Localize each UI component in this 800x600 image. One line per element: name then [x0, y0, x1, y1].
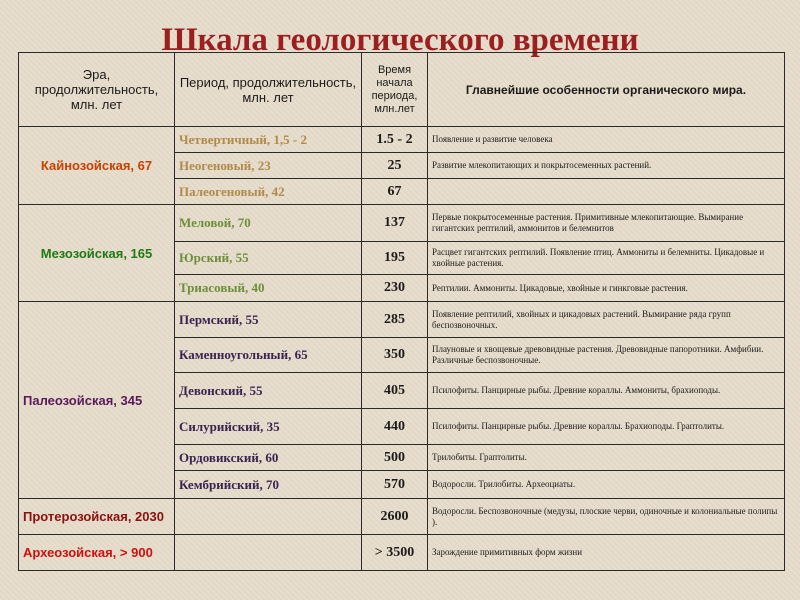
era-cenozoic: Кайнозойская, 67	[19, 127, 175, 205]
features-cell: Рептилии. Аммониты. Цикадовые, хвойные и гинкговые растения.	[428, 275, 785, 302]
period-cell: Четвертичный, 1,5 - 2	[175, 127, 362, 153]
header-period: Период, продолжительность, млн. лет	[175, 53, 362, 127]
features-cell: Зарождение примитивных форм жизни	[428, 535, 785, 571]
period-cell: Триасовый, 40	[175, 275, 362, 302]
start-cell: > 3500	[362, 535, 428, 571]
start-cell: 67	[362, 179, 428, 205]
start-cell: 137	[362, 205, 428, 242]
header-features: Главнейшие особенности органического мира.	[428, 53, 785, 127]
start-cell: 25	[362, 153, 428, 179]
features-cell: Появление рептилий, хвойных и цикадовых растений. Вымирание ряда групп беспозвоночных.	[428, 302, 785, 338]
features-cell: Появление и развитие человека	[428, 127, 785, 153]
features-cell	[428, 179, 785, 205]
period-cell: Кембрийский, 70	[175, 471, 362, 499]
features-cell: Водоросли. Беспозвоночные (медузы, плоские черви, одиночные и колониальные полипы ).	[428, 499, 785, 535]
features-cell: Псилофиты. Панцирные рыбы. Древние кораллы. Брахиоподы. Граптолиты.	[428, 409, 785, 445]
start-cell: 195	[362, 242, 428, 275]
start-cell: 350	[362, 338, 428, 373]
era-mesozoic: Мезозойская, 165	[19, 205, 175, 302]
table-row	[19, 127, 785, 153]
period-cell: Ордовикский, 60	[175, 445, 362, 471]
start-cell: 405	[362, 373, 428, 409]
period-cell: Меловой, 70	[175, 205, 362, 242]
period-cell: Силурийский, 35	[175, 409, 362, 445]
table-row	[19, 535, 785, 571]
features-cell: Первые покрытосеменные растения. Примитивные млекопитающие. Вымирание гигантских рептилий, аммонитов и белемнитов	[428, 205, 785, 242]
features-cell: Развитие млекопитающих и покрытосеменных растений.	[428, 153, 785, 179]
era-proterozoic: Протерозойская, 2030	[19, 499, 175, 535]
table-row	[19, 499, 785, 535]
era-archean: Археозойская, > 900	[19, 535, 175, 571]
period-cell: Неогеновый, 23	[175, 153, 362, 179]
features-cell: Плауновые и хвощевые древовидные растения. Древовидные папоротники. Амфибии. Различные беспозвоночные.	[428, 338, 785, 373]
period-cell: Девонский, 55	[175, 373, 362, 409]
period-cell: Пермский, 55	[175, 302, 362, 338]
start-cell: 1.5 - 2	[362, 127, 428, 153]
header-start: Время начала периода, млн.лет	[362, 53, 428, 127]
start-cell: 230	[362, 275, 428, 302]
table-row	[19, 302, 785, 338]
features-cell: Псилофиты. Панцирные рыбы. Древние кораллы. Аммониты, брахиоподы.	[428, 373, 785, 409]
features-cell: Трилобиты. Граптолиты.	[428, 445, 785, 471]
geologic-time-table	[18, 52, 785, 571]
start-cell: 285	[362, 302, 428, 338]
features-cell: Водоросли. Трилобиты. Археоциаты.	[428, 471, 785, 499]
header-row	[19, 53, 785, 127]
start-cell: 440	[362, 409, 428, 445]
start-cell: 2600	[362, 499, 428, 535]
era-paleozoic: Палеозойская, 345	[19, 302, 175, 499]
period-cell	[175, 535, 362, 571]
start-cell: 500	[362, 445, 428, 471]
features-cell: Расцвет гигантских рептилий. Появление птиц. Аммониты и белемниты. Цикадовые и хвойные растения.	[428, 242, 785, 275]
table-row	[19, 205, 785, 242]
period-cell: Юрский, 55	[175, 242, 362, 275]
start-cell: 570	[362, 471, 428, 499]
period-cell	[175, 499, 362, 535]
period-cell: Палеогеновый, 42	[175, 179, 362, 205]
page-title: Шкала геологического времени	[161, 22, 639, 58]
period-cell: Каменноугольный, 65	[175, 338, 362, 373]
header-era: Эра, продолжительность, млн. лет	[19, 53, 175, 127]
